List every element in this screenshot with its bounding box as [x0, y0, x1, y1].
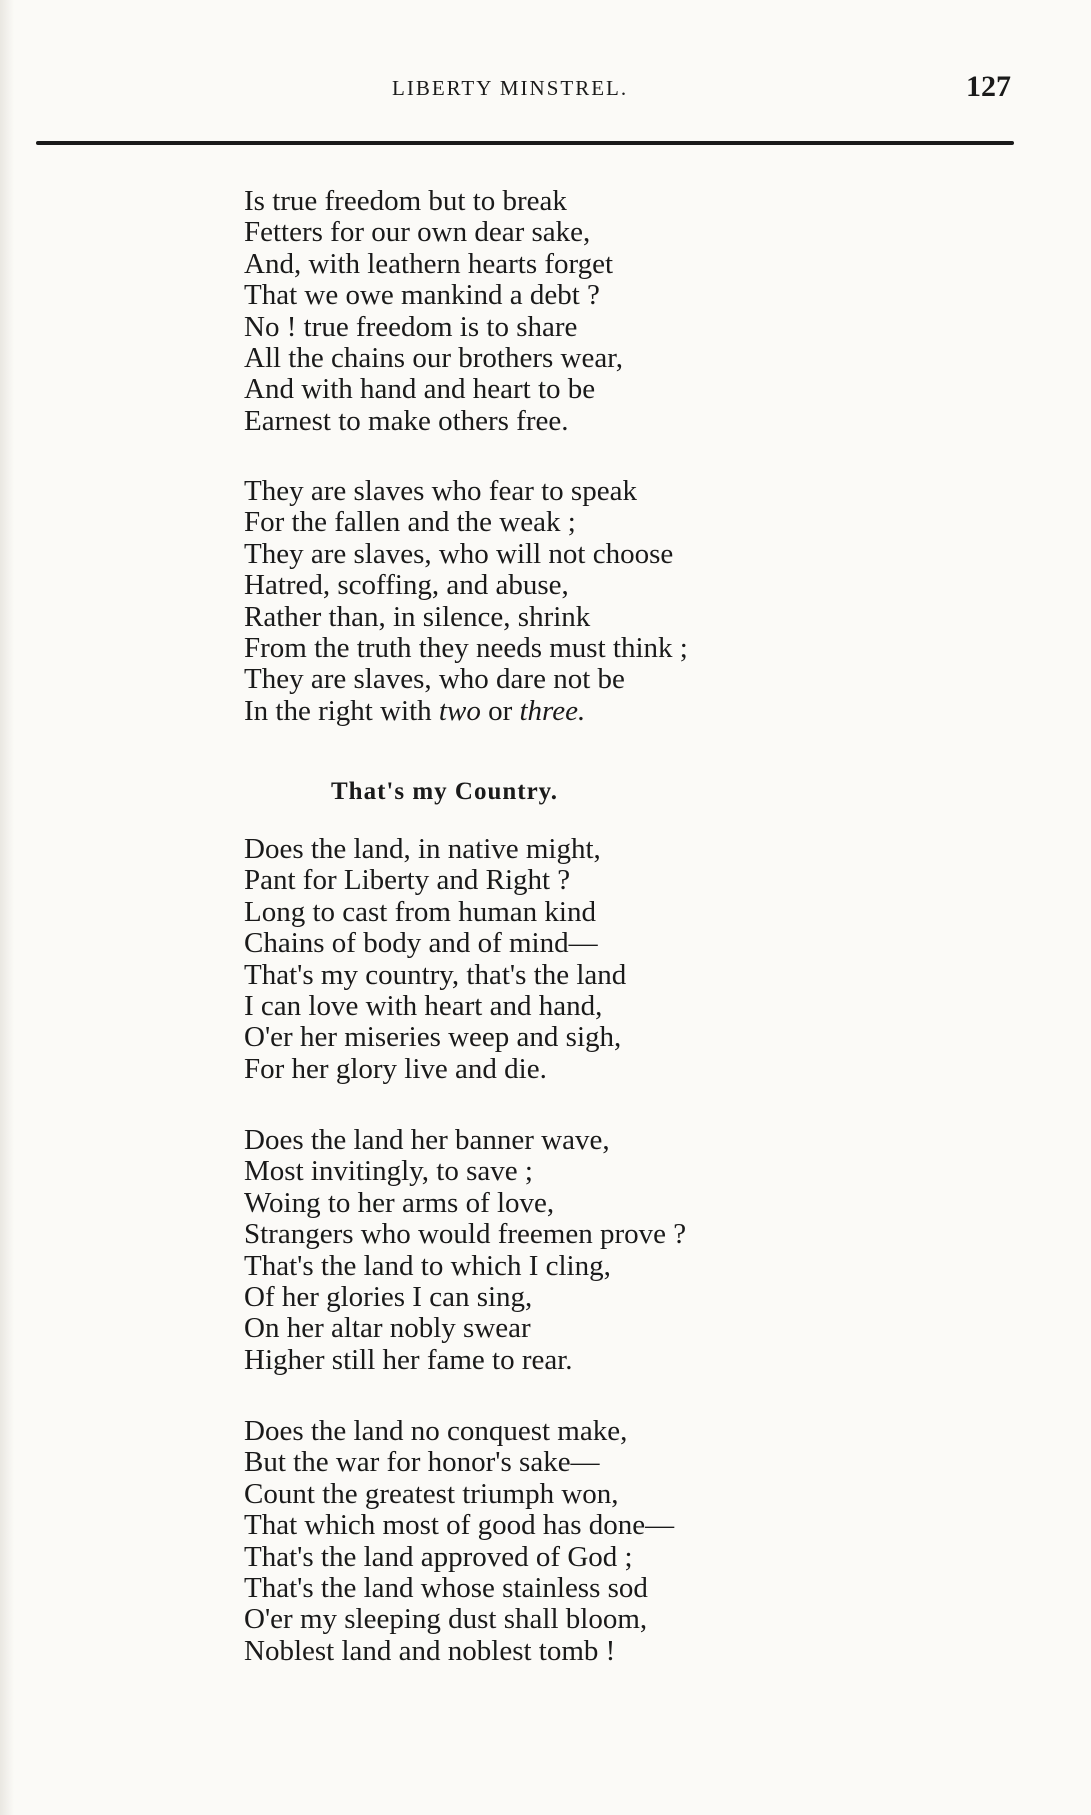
verse-line: Noblest land and noblest tomb ! — [244, 1634, 616, 1667]
verse-line: Does the land, in native might, — [244, 833, 601, 865]
verse-line: Of her glories I can sing, — [244, 1280, 533, 1313]
verse-line: Does the land no conquest make, — [244, 1415, 628, 1447]
verse-line: That we owe mankind a debt ? — [244, 279, 600, 312]
verse-line: Higher still her fame to rear. — [244, 1343, 573, 1376]
verse-line: They are slaves, who dare not be — [244, 663, 625, 696]
page-edge — [0, 0, 14, 1815]
verse-line: And with hand and heart to be — [244, 373, 596, 406]
verse-line: That's the land approved of God ; — [244, 1540, 633, 1573]
verse-line: Hatred, scoffing, and abuse, — [244, 569, 569, 602]
verse-line: Pant for Liberty and Right ? — [244, 864, 571, 897]
verse-line: For the fallen and the weak ; — [244, 506, 576, 539]
verse-line: On her altar nobly swear — [244, 1312, 531, 1345]
verse-line: That's the land to which I cling, — [244, 1249, 611, 1282]
verse-line: Count the greatest triumph won, — [244, 1477, 619, 1510]
running-title: LIBERTY MINSTREL. — [392, 76, 629, 100]
verse-line: But the war for honor's sake— — [244, 1446, 600, 1479]
verse-line: That's the land whose stainless sod — [244, 1571, 648, 1604]
poem2-stanza-2 — [244, 1125, 1024, 1376]
verse-text: In the right with — [244, 694, 439, 727]
verse-line: Is true freedom but to break — [244, 185, 567, 217]
verse-line: O'er my sleeping dust shall bloom, — [244, 1603, 648, 1636]
verse-line: Most invitingly, to save ; — [244, 1155, 533, 1188]
page-number: 127 — [966, 70, 1011, 103]
verse-line: Earnest to make others free. — [244, 404, 569, 437]
verse-line: Fetters for our own dear sake, — [244, 216, 591, 249]
verse-line-with-italics — [244, 696, 1024, 727]
poem2-stanza-3 — [244, 1416, 1024, 1667]
header-rule — [36, 141, 1014, 145]
verse-line: Does the land her banner wave, — [244, 1124, 610, 1156]
verse-line: That which most of good has done— — [244, 1509, 675, 1542]
verse-line: Rather than, in silence, shrink — [244, 600, 591, 633]
verse-line: From the truth they needs must think ; — [244, 631, 688, 664]
poem1-stanza-2 — [244, 476, 1024, 727]
verse-line: Long to cast from human kind — [244, 895, 596, 928]
running-head — [0, 72, 1091, 112]
verse-line: No ! true freedom is to share — [244, 310, 578, 343]
verse-line: I can love with heart and hand, — [244, 989, 603, 1022]
verse-line: All the chains our brothers wear, — [244, 341, 623, 374]
poem2-stanza-1 — [244, 834, 1024, 1085]
verse-line: And, with leathern hearts forget — [244, 247, 614, 280]
verse-line: O'er her miseries weep and sigh, — [244, 1021, 622, 1054]
verse-line: Chains of body and of mind— — [244, 927, 598, 960]
verse-line: Woing to her arms of love, — [244, 1186, 555, 1219]
poem-title: That's my Country. — [331, 778, 559, 805]
verse-line: They are slaves, who will not choose — [244, 537, 674, 570]
italic-word: three. — [519, 694, 586, 727]
poem1-stanza-1 — [244, 186, 1024, 437]
verse-line: They are slaves who fear to speak — [244, 475, 637, 507]
verse-line: That's my country, that's the land — [244, 958, 627, 991]
verse-line: Strangers who would freemen prove ? — [244, 1218, 687, 1251]
italic-word: two — [438, 694, 481, 727]
verse-text: or — [480, 694, 520, 727]
verse-line: For her glory live and die. — [244, 1052, 547, 1085]
